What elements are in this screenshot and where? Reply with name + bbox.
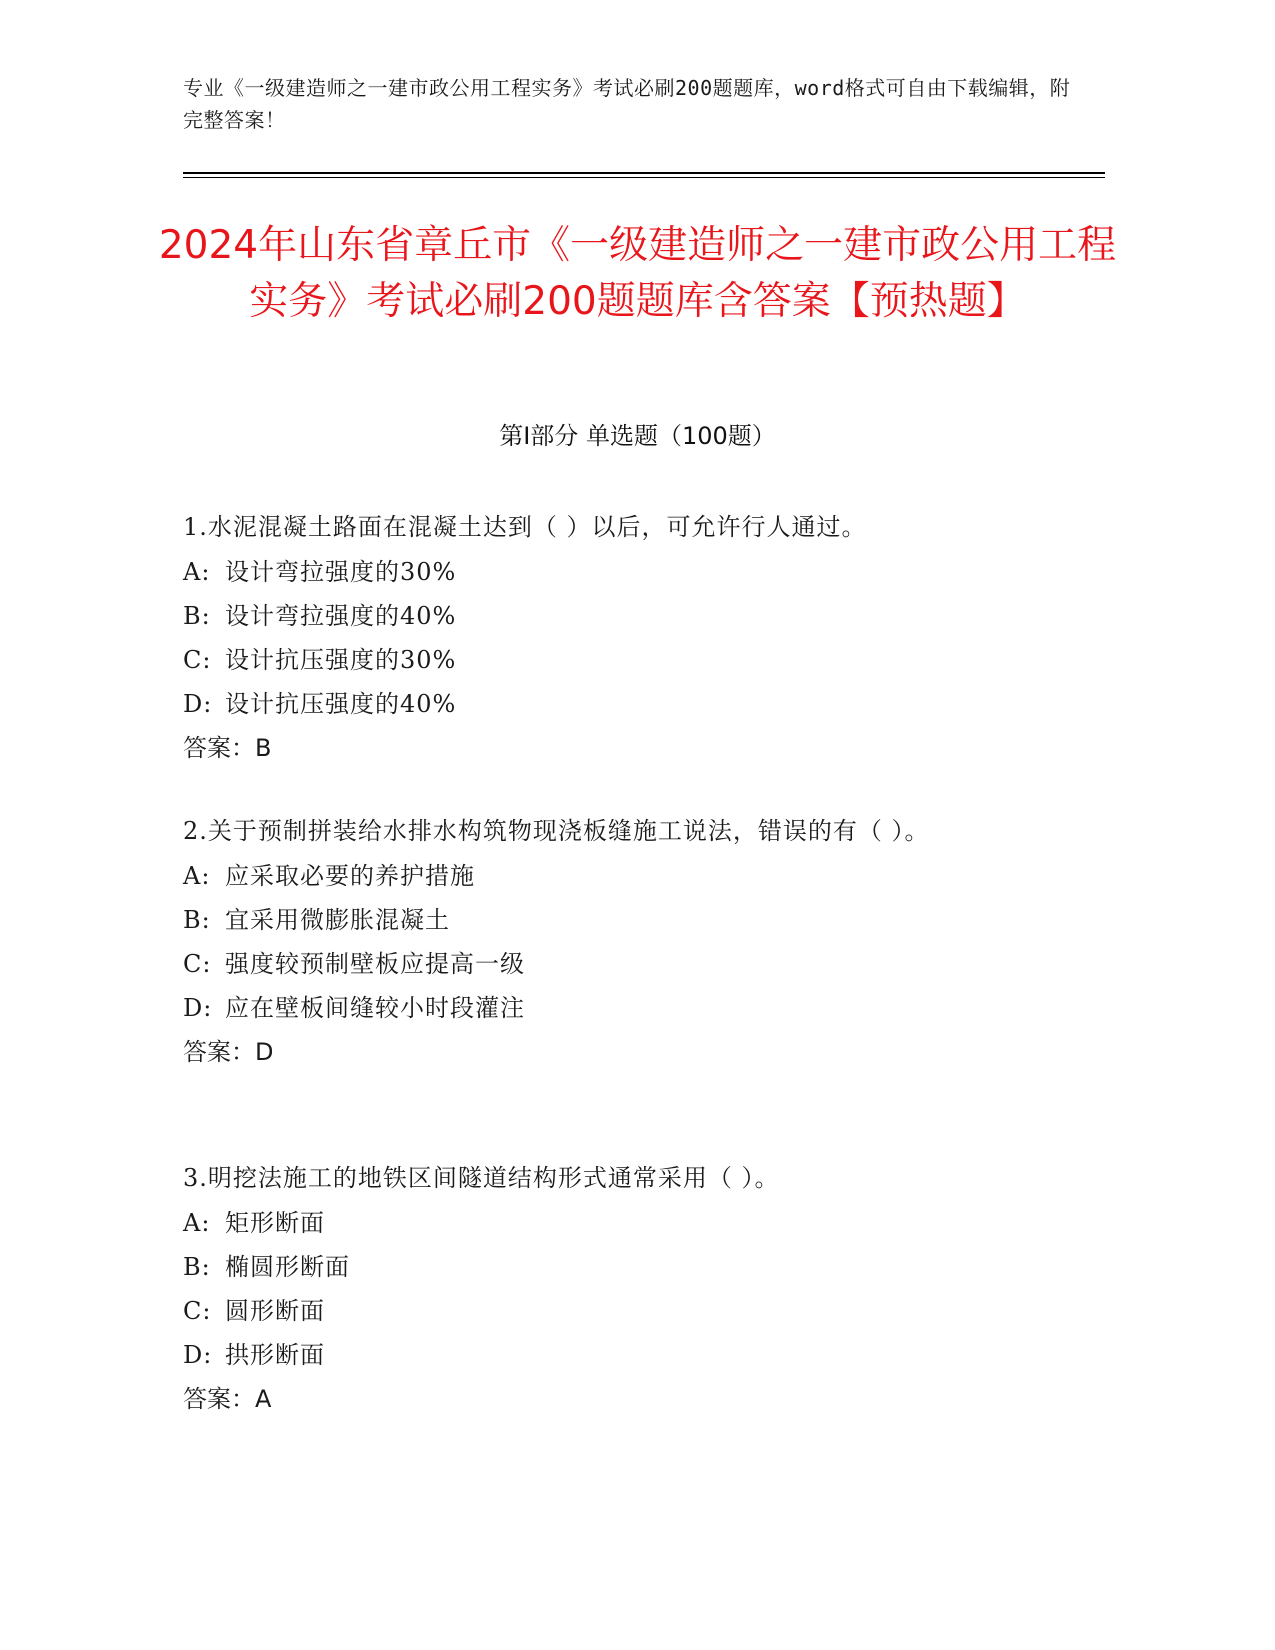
option-key: B: <box>183 602 211 630</box>
option-text: 矩形断面 <box>225 1209 325 1237</box>
option-text: 椭圆形断面 <box>225 1253 350 1281</box>
option-key: C: <box>183 646 212 674</box>
answer-line <box>183 1030 1043 1074</box>
header-divider-thin <box>183 177 1105 178</box>
answer-label: 答案： <box>183 734 255 762</box>
answer-line <box>183 726 1043 770</box>
option-c <box>183 638 1043 682</box>
option-text: 设计抗压强度的30% <box>225 646 457 674</box>
question-stem: 3.明挖法施工的地铁区间隧道结构形式通常采用（ ）。 <box>183 1164 780 1192</box>
option-key: D: <box>183 690 213 718</box>
answer-value: D <box>255 1038 274 1066</box>
answer-line <box>183 1377 1043 1421</box>
answer-value: A <box>255 1385 272 1413</box>
option-d <box>183 682 1043 726</box>
question-3 <box>183 1155 1043 1421</box>
option-text: 宜采用微膨胀混凝土 <box>225 906 450 934</box>
option-text: 拱形断面 <box>225 1341 325 1369</box>
option-c <box>183 942 1043 986</box>
question-stem: 2.关于预制拼装给水排水构筑物现浇板缝施工说法，错误的有（ ）。 <box>183 817 930 845</box>
option-text: 设计抗压强度的40% <box>225 690 457 718</box>
header-divider-thick <box>183 172 1105 174</box>
answer-label: 答案： <box>183 1385 255 1413</box>
answer-label: 答案： <box>183 1038 255 1066</box>
option-b <box>183 1245 1043 1289</box>
option-key: A: <box>183 862 211 890</box>
option-key: C: <box>183 1297 212 1325</box>
option-a <box>183 1201 1043 1245</box>
option-text: 应在壁板间缝较小时段灌注 <box>225 994 525 1022</box>
header-note: 专业《一级建造师之一建市政公用工程实务》考试必刷200题题库，word格式可自由下载编辑，附完整答案！ <box>183 76 1071 132</box>
question-2 <box>183 808 1043 1074</box>
option-d <box>183 986 1043 1030</box>
document-title: 2024年山东省章丘市《一级建造师之一建市政公用工程实务》考试必刷200题题库含答案【预热题】 <box>158 223 1117 324</box>
option-key: A: <box>183 558 211 586</box>
question-1 <box>183 504 1043 770</box>
option-a <box>183 550 1043 594</box>
option-key: B: <box>183 1253 211 1281</box>
option-d <box>183 1333 1043 1377</box>
option-b <box>183 594 1043 638</box>
option-a <box>183 854 1043 898</box>
option-key: D: <box>183 1341 213 1369</box>
option-key: D: <box>183 994 213 1022</box>
section-heading: 第I部分 单选题（100题） <box>499 422 776 450</box>
answer-value: B <box>255 734 272 762</box>
option-text: 圆形断面 <box>225 1297 325 1325</box>
option-text: 应采取必要的养护措施 <box>225 862 475 890</box>
option-key: B: <box>183 906 211 934</box>
option-text: 设计弯拉强度的30% <box>225 558 457 586</box>
option-key: A: <box>183 1209 211 1237</box>
option-text: 强度较预制壁板应提高一级 <box>225 950 525 978</box>
option-text: 设计弯拉强度的40% <box>225 602 457 630</box>
option-key: C: <box>183 950 212 978</box>
option-c <box>183 1289 1043 1333</box>
option-b <box>183 898 1043 942</box>
question-stem: 1.水泥混凝土路面在混凝土达到（ ）以后，可允许行人通过。 <box>183 513 867 541</box>
